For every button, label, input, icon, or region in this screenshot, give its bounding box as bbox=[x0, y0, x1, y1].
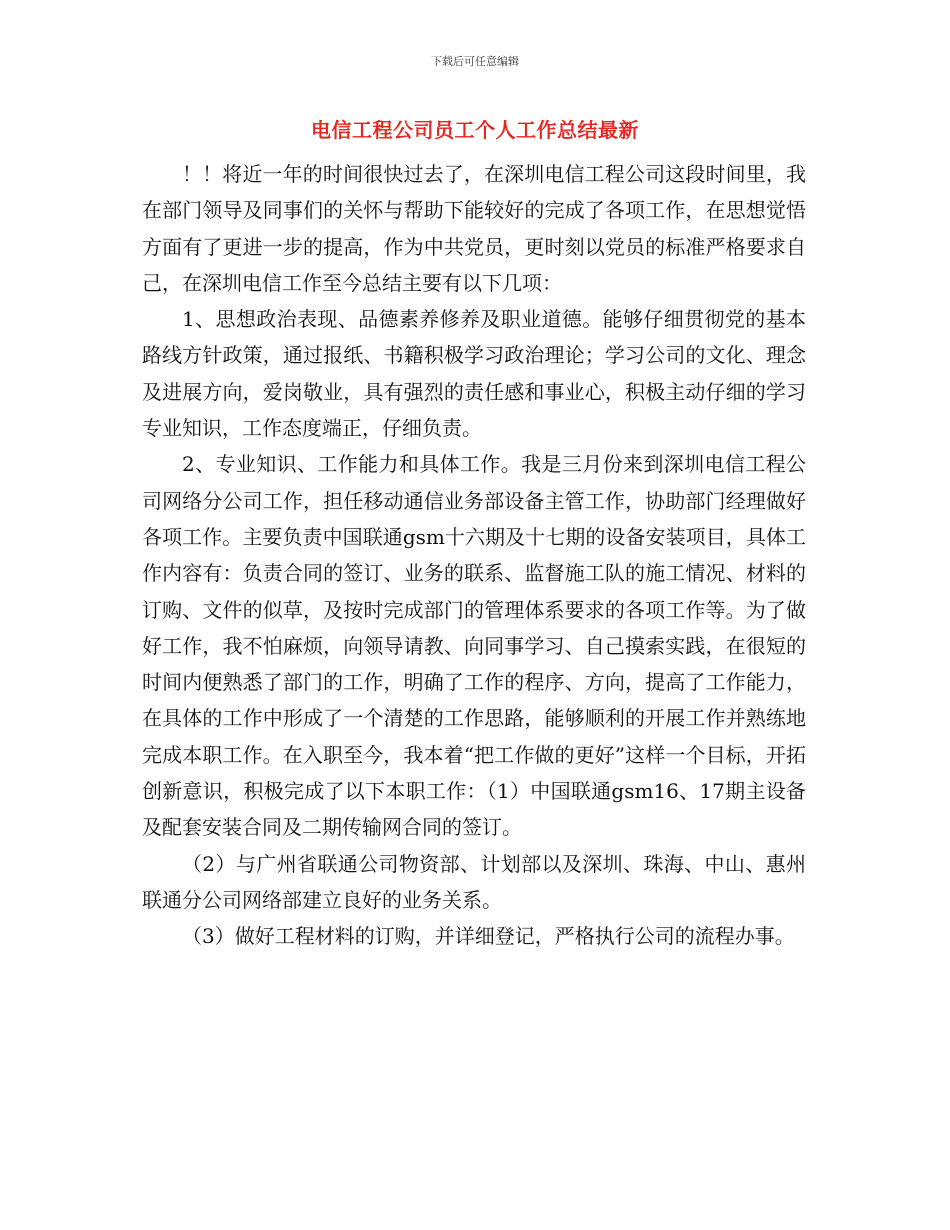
paragraph-work: 2、专业知识、工作能力和具体工作。我是三月份来到深圳电信工程公司网络分公司工作，担任移动通信业务部设备主管工作，协助部门经理做好各项工作。主要负责中国联通gsm十六期及十七期的设备安装项目，具体工作内容有：负责合同的签订、业务的联系、监督施工队的施工情况、材料的订购、文件的似草，及按时完成部门的管理体系要求的各项工作等。为了做好工作，我不怕麻烦，向领导请教、向同事学习、自己摸索实践，在很短的时间内便熟悉了部门的工作，明确了工作的程序、方向，提高了工作能力，在具体的工作中形成了一个清楚的工作思路，能够顺利的开展工作并熟练地完成本职工作。在入职至今，我本着“把工作做的更好”这样一个目标，开拓创新意识，积极完成了以下本职工作：（1）中国联通gsm16、17期主设备及配套安装合同及二期传输网合同的签订。 bbox=[142, 452, 806, 840]
paragraph-item-3: （3）做好工程材料的订购，并详细登记，严格执行公司的流程办事。 bbox=[182, 924, 795, 949]
header-note: 下载后可任意编辑 bbox=[431, 55, 519, 68]
paragraph-item-2: （2）与广州省联通公司物资部、计划部以及深圳、珠海、中山、惠州联通分公司网络部建立良好的业务关系。 bbox=[142, 851, 806, 912]
document-body bbox=[142, 156, 806, 955]
paragraph-intro: ！！将近一年的时间很快过去了，在深圳电信工程公司这段时间里，我在部门领导及同事们的关怀与帮助下能较好的完成了各项工作，在思想觉悟方面有了更进一步的提高，作为中共党员，更时刻以党员的标准严格要求自己，在深圳电信工作至今总结主要有以下几项： bbox=[142, 162, 806, 295]
paragraph-ideology: 1、思想政治表现、品德素养修养及职业道德。能够仔细贯彻党的基本路线方针政策，通过报纸、书籍积极学习政治理论；学习公司的文化、理念及进展方向，爱岗敬业，具有强烈的责任感和事业心，积极主动仔细的学习专业知识，工作态度端正，仔细负责。 bbox=[142, 307, 806, 441]
document-title: 电信工程公司员工个人工作总结最新 bbox=[311, 118, 639, 142]
